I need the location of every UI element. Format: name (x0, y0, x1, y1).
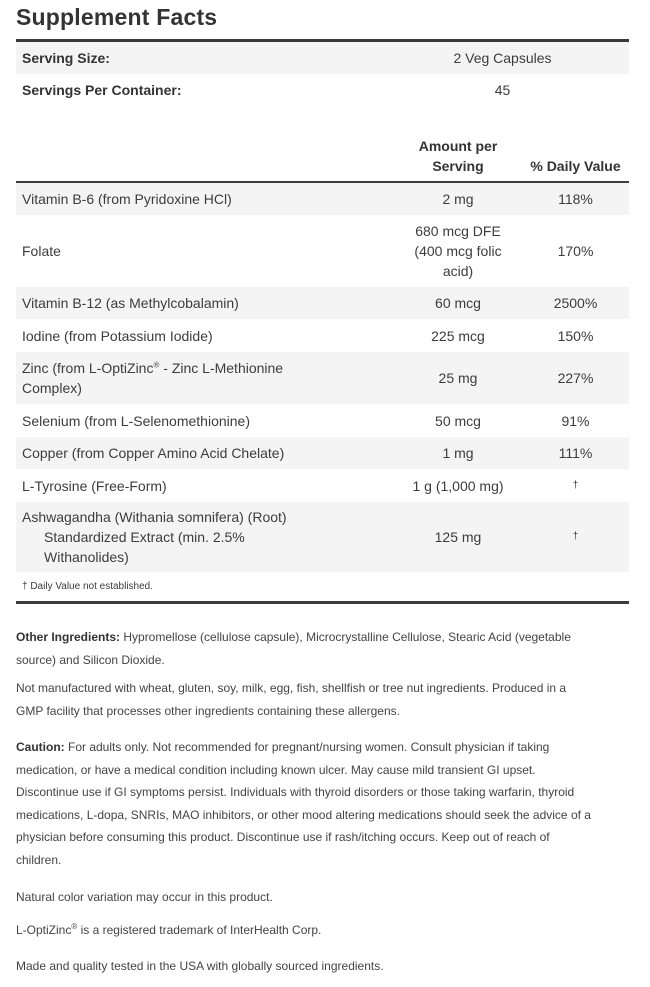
amount-per-serving-header: Amount per Serving (418, 138, 498, 174)
nutrient-name: Vitamin B-6 (from Pyridoxine HCl) (22, 191, 232, 207)
nutrient-dv: 227% (557, 370, 594, 386)
serving-size-row (16, 42, 629, 74)
nutrient-amount: 1 mg (442, 445, 474, 461)
nutrient-dv: † (572, 480, 579, 491)
table-row (16, 215, 629, 287)
nutrient-name: Ashwagandha (Withania somnifera) (Root) Standardized Extract (min. 2.5% Withanolides) (22, 509, 287, 565)
table-row (16, 404, 629, 437)
nutrient-amount: 60 mcg (435, 295, 481, 311)
nutrient-name: L-Tyrosine (Free-Form) (22, 477, 167, 494)
serving-size-label: Serving Size: (22, 50, 110, 66)
servings-per-container-label: Servings Per Container: (22, 81, 182, 98)
table-row (16, 502, 629, 572)
serving-size-value: 2 Veg Capsules (453, 50, 552, 66)
daily-value-header: % Daily Value (530, 158, 621, 174)
caution-statement: Caution: For adults only. Not recommended for pregnant/nursing women. Consult physician if taking medication, or have a medical condition including known ulcer. May cause mild transient GI upset. Discontinue use if GI symptoms persist. Individuals with thyroid disorders or those taking warfarin, thyroid medications, L-dopa, SNRIs, MAO inhibitors, or other mood altering medications should seek the advice of a physician before consuming this product. Discontinue use if rash/itching occurs. Keep out of reach of children. (16, 740, 591, 867)
table-row (16, 319, 629, 352)
nutrient-dv: 91% (561, 412, 590, 429)
table-row (16, 469, 629, 502)
nutrient-name: Iodine (from Potassium Iodide) (22, 327, 213, 344)
nutrient-name: Copper (from Copper Amino Acid Chelate) (22, 445, 285, 461)
nutrient-name: Selenium (from L-Selenomethionine) (22, 412, 250, 429)
daily-value-footnote: † Daily Value not established. (22, 580, 154, 592)
natural-color-note: Natural color variation may occur in this product. (16, 890, 273, 904)
nutrient-amount: 1 g (1,000 mg) (412, 477, 504, 494)
made-in-usa-note: Made and quality tested in the USA with globally sourced ingredients. (16, 959, 384, 973)
nutrient-name: Vitamin B-12 (as Methylcobalamin) (22, 295, 239, 311)
nutrient-dv: 170% (557, 243, 594, 259)
nutrient-name: Zinc (from L-OptiZinc® - Zinc L-Methionine Complex) (22, 360, 284, 396)
table-header (16, 130, 629, 182)
nutrient-dv: † (572, 531, 579, 542)
nutrient-amount: 25 mg (438, 370, 478, 386)
table-row (16, 183, 629, 215)
table-row (16, 287, 629, 319)
nutrient-amount: 225 mcg (431, 327, 485, 344)
other-ingredients: Other Ingredients: Hypromellose (cellulose capsule), Microcrystalline Cellulose, Stearic Acid (vegetable source) and Silicon Dioxide. (16, 630, 571, 667)
servings-per-container-value: 45 (494, 81, 511, 98)
supplement-facts-title: Supplement Facts (16, 4, 218, 30)
nutrient-dv: 118% (558, 191, 593, 207)
nutrient-amount: 50 mcg (435, 412, 481, 429)
table-bottom-rule (16, 601, 629, 604)
allergen-statement: Not manufactured with wheat, gluten, soy, milk, egg, fish, shellfish or tree nut ingredients. Produced in a GMP facility that processes other ingredients containing these allergens. (16, 681, 567, 718)
trademark-note: L-OptiZinc® is a registered trademark of InterHealth Corp. (16, 922, 322, 937)
servings-per-container-row (16, 74, 629, 105)
table-row (16, 352, 629, 404)
nutrient-amount: 2 mg (442, 191, 474, 207)
nutrient-dv: 2500% (553, 295, 598, 311)
nutrient-amount: 680 mcg DFE (400 mcg folic acid) (414, 223, 502, 279)
nutrient-name: Folate (22, 243, 61, 259)
nutrient-dv: 150% (557, 327, 594, 344)
table-row (16, 437, 629, 469)
nutrient-dv: 111% (558, 445, 593, 461)
nutrient-amount: 125 mg (434, 529, 482, 545)
